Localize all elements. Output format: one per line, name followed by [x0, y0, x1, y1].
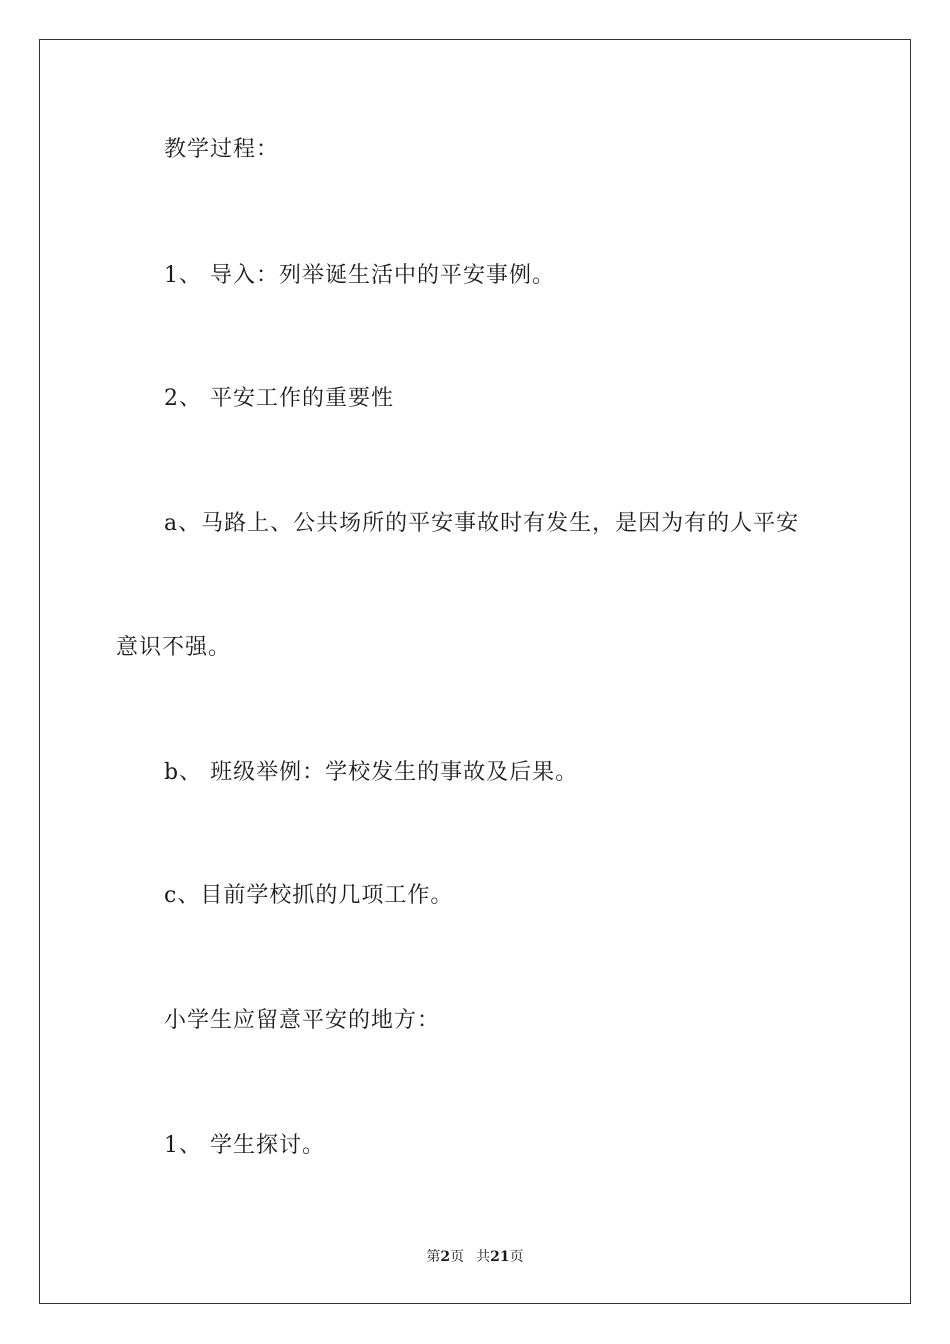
text-line-4: a、马路上、公共场所的平安事故时有发生，是因为有的人平安 [164, 511, 800, 536]
text-line-9: 1、 学生探讨。 [164, 1133, 325, 1158]
footer-total-suffix: 页 [509, 1249, 524, 1265]
footer-page-prefix: 第 [426, 1249, 441, 1265]
text-line-3: 2、 平安工作的重要性 [164, 386, 394, 411]
page-border [39, 39, 911, 1304]
page-footer [0, 1248, 950, 1266]
text-line-7: c、目前学校抓的几项工作。 [164, 883, 454, 908]
footer-page-number: 2 [440, 1249, 451, 1265]
text-line-1: 教学过程： [164, 137, 280, 162]
text-line-5: 意识不强。 [116, 635, 232, 660]
footer-total-pages: 21 [490, 1249, 510, 1265]
footer-total-prefix: 共 [476, 1249, 491, 1265]
text-line-8: 小学生应留意平安的地方： [164, 1008, 441, 1033]
text-line-2: 1、 导入：列举诞生活中的平安事例。 [164, 263, 555, 288]
footer-page-suffix: 页 [450, 1249, 465, 1265]
text-line-6: b、 班级举例：学校发生的事故及后果。 [164, 760, 579, 785]
